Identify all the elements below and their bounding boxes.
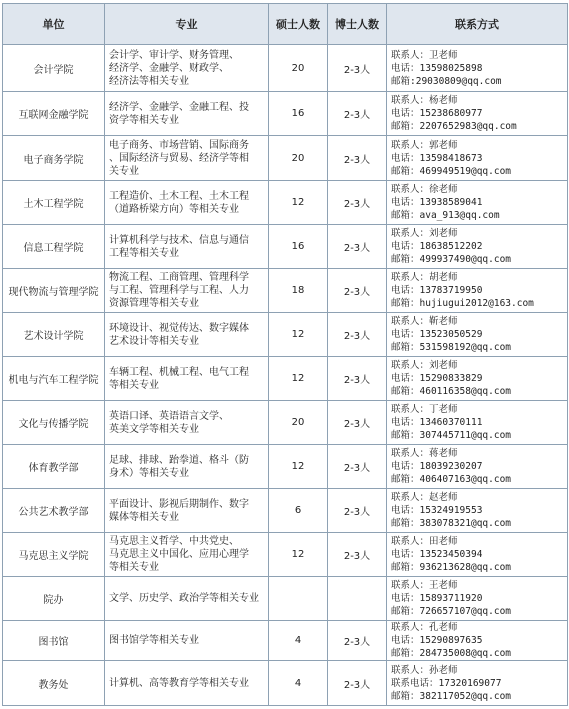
master-count-cell: 12 [269, 445, 328, 489]
major-line: 经济法等相关专业 [109, 75, 189, 87]
major-line: 英语口译、英语语言文学、 [109, 410, 229, 422]
unit-cell: 会计学院 [3, 45, 105, 92]
major-line: 会计学、审计学、财务管理、 [109, 49, 239, 61]
contact-line: 电话：13938589041 [391, 197, 483, 208]
major-line: 经济学、金融学、财政学、 [109, 62, 229, 74]
unit-cell: 马克思主义学院 [3, 533, 105, 577]
phd-count-cell [328, 577, 387, 621]
major-cell [105, 92, 269, 136]
contact-line: 邮箱：469949519@qq.com [391, 165, 512, 177]
contact-cell [387, 621, 568, 661]
master-count-cell: 4 [269, 621, 328, 661]
phd-count-cell: 2-3人 [328, 92, 387, 136]
contact-cell [387, 577, 568, 621]
major-line: 关专业 [109, 165, 139, 177]
phd-count-cell: 2-3人 [328, 533, 387, 577]
contact-cell [387, 313, 568, 357]
table-row [3, 136, 568, 181]
contact-line: 邮箱：382117052@qq.com [391, 690, 512, 702]
phd-count-cell: 2-3人 [328, 136, 387, 181]
table-row [3, 533, 568, 577]
major-cell [105, 269, 269, 313]
major-cell [105, 445, 269, 489]
header-phd-count: 博士人数 [328, 4, 387, 45]
contact-line: 邮箱：936213628@qq.com [391, 562, 512, 573]
major-cell [105, 225, 269, 269]
phd-count-cell: 2-3人 [328, 313, 387, 357]
major-line: 等相关专业 [109, 379, 159, 391]
contact-cell [387, 533, 568, 577]
master-count-cell [269, 577, 328, 621]
contact-line: 邮箱：726657107@qq.com [391, 606, 512, 617]
contact-line: 联系人：王老师 [391, 580, 458, 591]
contact-line: 联系人：郭老师 [391, 139, 458, 151]
contact-cell [387, 225, 568, 269]
master-count-cell: 12 [269, 313, 328, 357]
contact-line: 电话：15290897635 [391, 635, 483, 646]
phd-count-cell: 2-3人 [328, 45, 387, 92]
contact-line: 联系人：杨老师 [391, 95, 458, 106]
major-line: 物流工程、工商管理、管理科学 [109, 272, 249, 283]
major-line: 计算机科学与技术、信息与通信 [109, 234, 249, 246]
contact-line: 联系人：丁老师 [391, 404, 458, 415]
major-cell [105, 357, 269, 401]
contact-line: 电话：15893711920 [391, 593, 483, 604]
table-row [3, 269, 568, 313]
master-count-cell: 12 [269, 181, 328, 225]
phd-count-cell: 2-3人 [328, 445, 387, 489]
contact-cell [387, 136, 568, 181]
contact-line: 电话：13523450394 [391, 549, 483, 560]
contact-line: 邮箱：531598192@qq.com [391, 342, 512, 353]
table-row [3, 45, 568, 92]
unit-cell: 土木工程学院 [3, 181, 105, 225]
table-row [3, 489, 568, 533]
contact-line: 邮箱：ava_913@qq.com [391, 210, 500, 221]
master-count-cell: 12 [269, 533, 328, 577]
contact-cell [387, 92, 568, 136]
unit-cell: 文化与传播学院 [3, 401, 105, 445]
contact-line: 联系人：刘老师 [391, 360, 458, 371]
table-row [3, 445, 568, 489]
major-line: 车辆工程、机械工程、电气工程 [109, 366, 249, 378]
contact-line: 联系人：孙老师 [391, 664, 458, 676]
master-count-cell: 6 [269, 489, 328, 533]
phd-count-cell: 2-3人 [328, 357, 387, 401]
contact-cell [387, 181, 568, 225]
contact-line: 电话：15290833829 [391, 373, 483, 384]
major-line: 文学、历史学、政治学等相关专业 [109, 593, 259, 604]
phd-count-cell: 2-3人 [328, 225, 387, 269]
table-row [3, 313, 568, 357]
contact-line: 电话：13783719950 [391, 285, 483, 296]
table-row [3, 92, 568, 136]
major-line: （道路桥梁方向）等相关专业 [109, 203, 239, 215]
contact-line: 电话：13598418673 [391, 152, 483, 164]
contact-line: 电话：13523050529 [391, 329, 483, 340]
table-row [3, 181, 568, 225]
contact-cell [387, 445, 568, 489]
contact-line: 联系人：胡老师 [391, 272, 458, 283]
contact-line: 联系电话：17320169077 [391, 677, 502, 689]
table-row [3, 357, 568, 401]
major-line: 媒体等相关专业 [109, 511, 179, 523]
contact-line: 邮箱：460116358@qq.com [391, 386, 512, 397]
major-cell [105, 181, 269, 225]
contact-cell [387, 45, 568, 92]
contact-line: 联系人：卫老师 [391, 49, 458, 61]
major-cell [105, 313, 269, 357]
table-row [3, 225, 568, 269]
header-row [3, 4, 568, 45]
contact-cell [387, 269, 568, 313]
unit-cell: 体育教学部 [3, 445, 105, 489]
phd-count-cell: 2-3人 [328, 269, 387, 313]
major-cell [105, 533, 269, 577]
master-count-cell: 18 [269, 269, 328, 313]
master-count-cell: 20 [269, 401, 328, 445]
unit-cell: 院办 [3, 577, 105, 621]
major-line: 资学等相关专业 [109, 114, 179, 126]
unit-cell: 互联网金融学院 [3, 92, 105, 136]
phd-count-cell: 2-3人 [328, 621, 387, 661]
contact-line: 联系人：刘老师 [391, 228, 458, 239]
phd-count-cell: 2-3人 [328, 489, 387, 533]
major-line: 工程等相关专业 [109, 247, 179, 259]
contact-line: 联系人：徐老师 [391, 184, 458, 195]
contact-cell [387, 357, 568, 401]
master-count-cell: 20 [269, 45, 328, 92]
contact-line: 电话：15324919553 [391, 505, 483, 516]
contact-line: 邮箱：hujiugui2012@163.com [391, 298, 534, 309]
unit-cell: 信息工程学院 [3, 225, 105, 269]
major-cell [105, 577, 269, 621]
header-contact: 联系方式 [387, 4, 568, 45]
contact-line: 电话：18638512202 [391, 241, 483, 252]
major-line: 与工程、管理科学与工程、人力 [109, 285, 249, 296]
contact-line: 联系人：赵老师 [391, 492, 458, 503]
unit-cell: 教务处 [3, 661, 105, 706]
phd-count-cell: 2-3人 [328, 401, 387, 445]
contact-line: 邮箱：499937490@qq.com [391, 254, 512, 265]
major-line: 平面设计、影视后期制作、数字 [109, 498, 249, 510]
contact-line: 联系人：田老师 [391, 536, 458, 547]
major-line: 经济学、金融学、金融工程、投 [109, 101, 249, 113]
table-row [3, 577, 568, 621]
major-line: 环境设计、视觉传达、数字媒体 [109, 322, 249, 334]
table-body [3, 45, 568, 706]
major-line: 艺术设计等相关专业 [109, 335, 199, 347]
master-count-cell: 16 [269, 92, 328, 136]
header-unit: 单位 [3, 4, 105, 45]
major-line: 马克思主义哲学、中共党史、 [109, 536, 239, 547]
major-line: 资源管理等相关专业 [109, 298, 199, 309]
table-row [3, 661, 568, 706]
contact-cell [387, 401, 568, 445]
master-count-cell: 16 [269, 225, 328, 269]
contact-line: 邮箱：406407163@qq.com [391, 474, 512, 485]
major-line: 等相关专业 [109, 562, 159, 573]
contact-line: 联系人：靳老师 [391, 316, 458, 327]
contact-line: 联系人：蒋老师 [391, 448, 458, 459]
major-line: 英美文学等相关专业 [109, 423, 199, 435]
major-line: 图书馆学等相关专业 [109, 635, 199, 646]
major-line: 身术）等相关专业 [109, 467, 189, 479]
major-cell [105, 45, 269, 92]
unit-cell: 机电与汽车工程学院 [3, 357, 105, 401]
table-row [3, 401, 568, 445]
master-count-cell: 12 [269, 357, 328, 401]
contact-line: 电话：13460370111 [391, 417, 483, 428]
contact-line: 邮箱：2207652983@qq.com [391, 121, 517, 132]
major-line: 足球、排球、跆拳道、格斗（防 [109, 454, 249, 466]
contact-line: 电话：15238680977 [391, 108, 483, 119]
recruitment-table [2, 3, 568, 706]
major-line: 、国际经济与贸易、经济学等相 [109, 152, 249, 164]
contact-cell [387, 489, 568, 533]
major-line: 马克思主义中国化、应用心理学 [109, 549, 249, 560]
contact-line: 邮箱：284735008@qq.com [391, 648, 512, 659]
master-count-cell: 4 [269, 661, 328, 706]
contact-line: 邮箱：383078321@qq.com [391, 518, 512, 529]
major-line: 电子商务、市场营销、国际商务 [109, 139, 249, 151]
contact-line: 邮箱：307445711@qq.com [391, 430, 512, 441]
major-cell [105, 136, 269, 181]
unit-cell: 公共艺术教学部 [3, 489, 105, 533]
unit-cell: 电子商务学院 [3, 136, 105, 181]
major-cell [105, 489, 269, 533]
major-cell [105, 401, 269, 445]
contact-line: 邮箱:29030809@qq.com [391, 75, 502, 87]
contact-line: 联系人：孔老师 [391, 622, 458, 633]
unit-cell: 现代物流与管理学院 [3, 269, 105, 313]
phd-count-cell: 2-3人 [328, 661, 387, 706]
contact-cell [387, 661, 568, 706]
header-master-count: 硕士人数 [269, 4, 328, 45]
unit-cell: 艺术设计学院 [3, 313, 105, 357]
contact-line: 电话：18039230207 [391, 461, 483, 472]
major-cell [105, 661, 269, 706]
major-line: 工程造价、土木工程、土木工程 [109, 190, 249, 202]
phd-count-cell: 2-3人 [328, 181, 387, 225]
major-line: 计算机、高等教育学等相关专业 [109, 677, 249, 689]
header-major: 专业 [105, 4, 269, 45]
contact-line: 电话：13598025898 [391, 62, 483, 74]
unit-cell: 图书馆 [3, 621, 105, 661]
master-count-cell: 20 [269, 136, 328, 181]
major-cell [105, 621, 269, 661]
table-row [3, 621, 568, 661]
